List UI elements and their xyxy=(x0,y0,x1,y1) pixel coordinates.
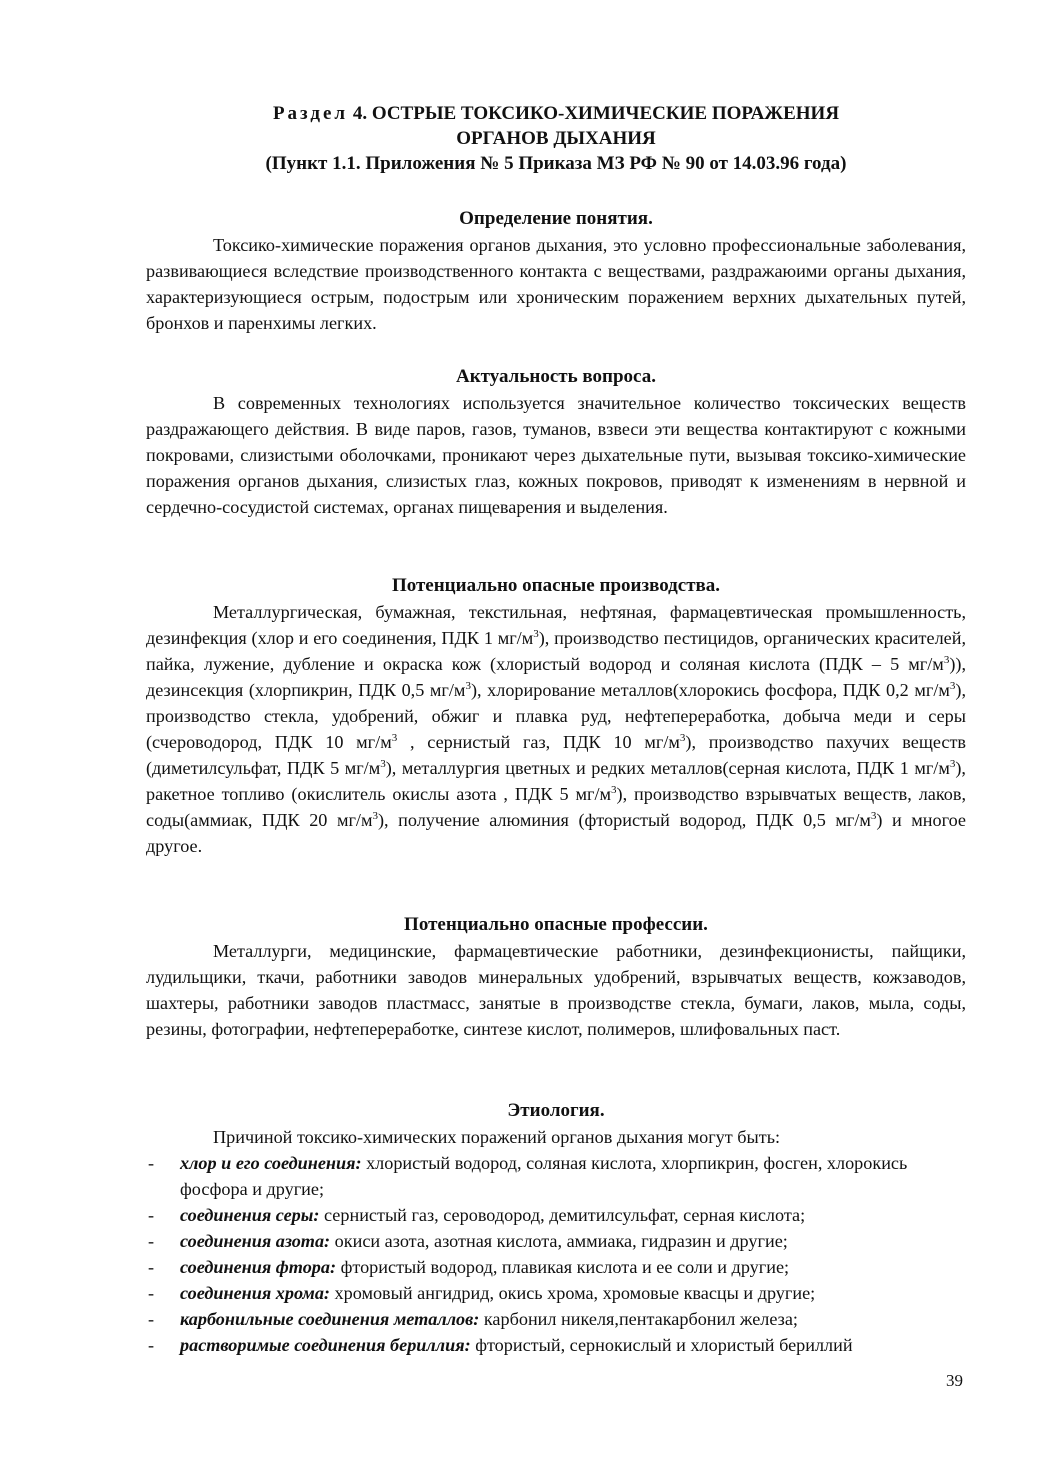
professions-text: Металлурги, медицинские, фармацевтические работники, дезинфекционисты, пайщики, лудильщики, ткачи, работники заводов минеральных удобрений, взрывчатых веществ, кожзаводов, шахтеры, работники заводов пластмасс, занятые в производстве стекла, бумаги, лаков, мыла, соды, резины, фотографии, нефтепереработке, синтезе кислот, полимеров, шлифовальных паст. xyxy=(146,941,966,1039)
section-title xyxy=(146,101,966,176)
page-number: 39 xyxy=(946,1371,963,1390)
definition-heading: Определение понятия. xyxy=(459,208,653,229)
list-item: - растворимые соединения бериллия: фтористый, сернокислый и хлористый бериллий xyxy=(146,1332,976,1358)
industries-heading: Потенциально опасные производства. xyxy=(391,575,721,596)
industries-text: Металлургическая, бумажная, текстильная, нефтяная, фармацевтическая промышленность, дезинфекция (хлор и его соединения, ПДК 1 $мг/м^3$), производство пестицидов, органических красителей, пайка, лужение, дубление и окраска кож (хлористый водород и соляная кислота (ПДК – 5 $мг/м^3$)), дезинсекция (хлорпикрин, ПДК 0,5 $мг/м^3$), хлорирование металлов(хлорокись фосфора, ПДК 0,2 $мг/м^3$), производство стекла, удобрений, обжиг и плавка руд, нефтепереработка, добыча меди и серы (счероводород, ПДК 10 $мг/м^3$ , сернистый газ, ПДК 10 $мг/м^3$), производство пахучих веществ (диметилсульфат, ПДК 5 $мг/м^3$), металлургия цветных и редких металлов(серная кислота, ПДК 1 $мг/м^3$), ракетное топливо (окислитель окислы азота , ПДК 5 $мг/м^3$), производство взрывчатых веществ, лаков, соды(аммиак, ПДК 20 $мг/м^3$), получение алюминия (фтористый водород, ПДК 0,5 $мг/м^3$) и многое другое. xyxy=(146,602,967,856)
definition-text: Токсико-химические поражения органов дыхания, это условно профессиональные заболевания, развивающиеся вследствие производственного контакта с веществами, раздражаюими органы дыхания, характеризующиеся острым, подострым или хроническим поражением верхних дыхательных путей, бронхов и паренхимы легких. xyxy=(146,235,966,333)
list-item: - карбонильные соединения металлов: карбонил никеля,пентакарбонил железа; xyxy=(146,1306,976,1332)
etiology-heading: Этиология. xyxy=(507,1100,605,1121)
section-title-line1: 4. ОСТРЫЕ ТОКСИКО-ХИМИЧЕСКИЕ ПОРАЖЕНИЯ xyxy=(352,103,840,124)
etiology-list xyxy=(146,1150,976,1358)
etiology-intro: Причиной токсико-химических поражений органов дыхания могут быть: xyxy=(213,1127,781,1147)
list-item: - соединения хрома: хромовый ангидрид, окись хрома, хромовые квасцы и другие; xyxy=(146,1280,976,1306)
relevance-text: В современных технологиях используется значительное количество токсических веществ раздражающего действия. В виде паров, газов, туманов, взвеси эти вещества контактируют с кожными покровами, слизистыми оболочками, проникают через дыхательные пути, вызывая токсико-химические поражения органов дыхания, слизистых глаз, кожных покровов, приводят к изменениям в нервной и сердечно-сосудистой системах, органах пищеварения и выделения. xyxy=(146,393,966,517)
relevance-heading: Актуальность вопроса. xyxy=(456,366,656,387)
list-item: - соединения серы: сернистый газ, сероводород, демитилсульфат, серная кислота; xyxy=(146,1202,976,1228)
list-item: - соединения азота: окиси азота, азотная кислота, аммиака, гидразин и другие; xyxy=(146,1228,976,1254)
professions-heading: Потенциально опасные профессии. xyxy=(404,914,708,935)
section-title-line2: ОРГАНОВ ДЫХАНИЯ xyxy=(456,128,656,149)
list-item: - хлор и его соединения: хлористый водород, соляная кислота, хлорпикрин, фосген, хлорокись фосфора и другие; xyxy=(146,1150,976,1202)
section-subtitle: (Пункт 1.1. Приложения № 5 Приказа МЗ РФ № 90 от 14.03.96 года) xyxy=(265,153,847,174)
section-label: Раздел xyxy=(272,103,349,124)
list-item: - соединения фтора: фтористый водород, плавикая кислота и ее соли и другие; xyxy=(146,1254,976,1280)
